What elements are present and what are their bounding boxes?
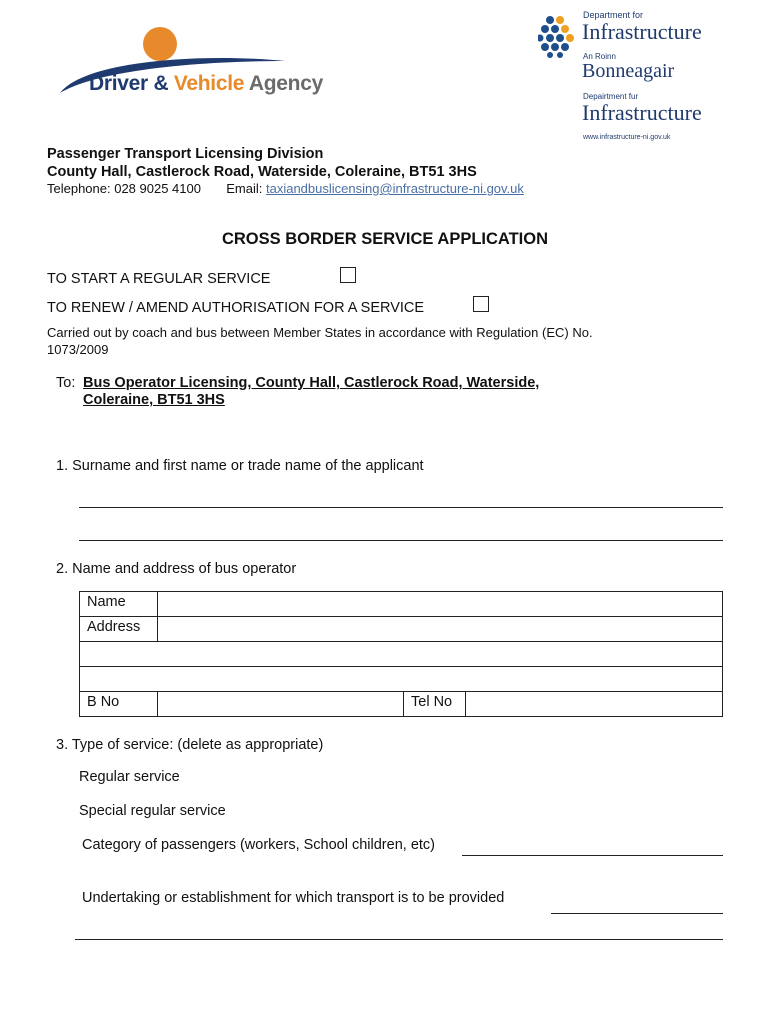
undertaking-field-2[interactable]: [75, 939, 723, 940]
special-regular-service-option[interactable]: Special regular service: [79, 803, 226, 819]
dfi-infrastructure: Infrastructure: [582, 19, 702, 44]
email-link[interactable]: taxiandbuslicensing@infrastructure-ni.gov.uk: [265, 181, 524, 196]
form-title: CROSS BORDER SERVICE APPLICATION: [221, 230, 549, 248]
question-2: 2. Name and address of bus operator: [56, 561, 297, 577]
contact-line: [47, 181, 524, 196]
regular-service-option[interactable]: Regular service: [79, 769, 180, 785]
dva-wordmark-agency: Agency: [244, 72, 323, 95]
division-address: County Hall, Castlerock Road, Waterside, Coleraine, BT51 3HS: [47, 164, 477, 180]
dfi-logo: [538, 10, 713, 145]
address-field-1[interactable]: [158, 617, 723, 642]
dva-wordmark-vehicle: Vehicle: [173, 72, 245, 95]
table-row: [80, 642, 723, 667]
dva-wordmark-driver: Driver &: [89, 72, 174, 95]
dva-logo-sun: [143, 27, 177, 61]
division-name: Passenger Transport Licensing Division: [47, 146, 324, 162]
address-label: Address: [80, 617, 158, 642]
undertaking-field-1[interactable]: [551, 913, 723, 914]
dva-logo: [55, 25, 355, 105]
operator-details-table: [79, 591, 723, 717]
option-renew-checkbox[interactable]: [473, 296, 489, 312]
category-field[interactable]: [462, 855, 723, 856]
name-field[interactable]: [158, 592, 723, 617]
dfi-bonneagair: Bonneagair: [582, 60, 675, 82]
to-address-line-1: Bus Operator Licensing, County Hall, Castlerock Road, Waterside,: [83, 375, 540, 391]
b-no-label: B No: [80, 692, 158, 717]
applicant-name-line-1[interactable]: [79, 507, 723, 508]
address-field-3[interactable]: [80, 667, 723, 692]
to-label: To:: [56, 375, 76, 391]
regulation-line-1: Carried out by coach and bus between Member States in accordance with Regulation (EC) No.: [47, 325, 593, 340]
dfi-an-roinn: An Roinn: [583, 52, 616, 61]
option-start-checkbox[interactable]: [340, 267, 356, 283]
b-no-field[interactable]: [158, 692, 404, 717]
dfi-dept-fur: Depairtment fur: [583, 92, 639, 101]
telephone: Telephone: 028 9025 4100: [47, 181, 201, 196]
undertaking-label: Undertaking or establishment for which transport is to be provided: [82, 890, 505, 906]
dfi-dept-for: Department for: [583, 10, 644, 20]
tel-no-field[interactable]: [466, 692, 723, 717]
question-3: 3. Type of service: (delete as appropriate): [56, 737, 324, 753]
name-label: Name: [80, 592, 158, 617]
email-label: Email:: [226, 181, 263, 196]
category-label: Category of passengers (workers, School children, etc): [82, 837, 435, 853]
table-row: [80, 592, 723, 617]
to-address-line-2: Coleraine, BT51 3HS: [83, 392, 225, 408]
tel-no-label: Tel No: [404, 692, 466, 717]
dva-logo-wordmark: [89, 72, 323, 96]
address-field-2[interactable]: [80, 642, 723, 667]
table-row: [80, 692, 723, 717]
dfi-hexagon-icon: [538, 14, 578, 58]
dfi-url: www.infrastructure-ni.gov.uk: [583, 134, 671, 141]
table-row: [80, 667, 723, 692]
question-1: 1. Surname and first name or trade name of the applicant: [56, 458, 424, 474]
table-row: [80, 617, 723, 642]
regulation-line-2: 1073/2009: [47, 342, 109, 357]
applicant-name-line-2[interactable]: [79, 540, 723, 541]
option-renew-label: TO RENEW / AMEND AUTHORISATION FOR A SERVICE: [47, 300, 425, 316]
dfi-infrastructure-ulster-scots: Infrastructure: [582, 100, 702, 125]
option-start-label: TO START A REGULAR SERVICE: [47, 271, 271, 287]
